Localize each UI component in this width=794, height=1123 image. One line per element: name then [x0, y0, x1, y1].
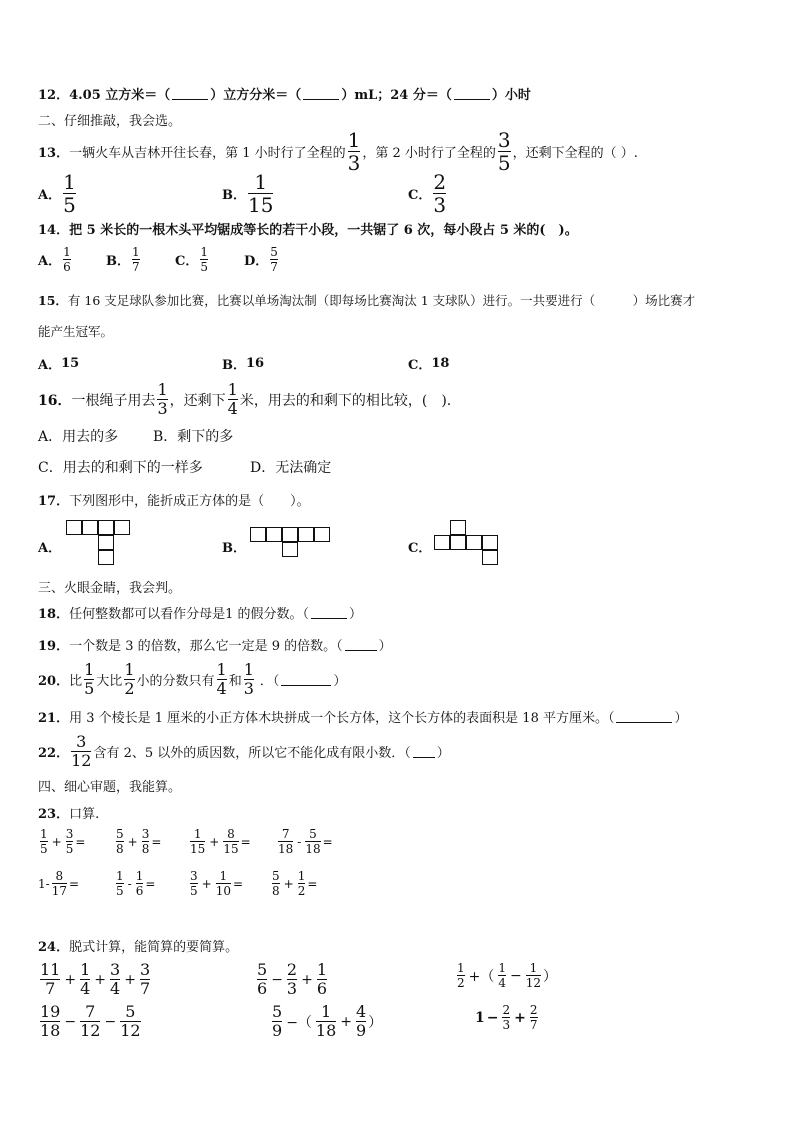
option-c[interactable]: C． 1 5: [175, 245, 208, 274]
option-a[interactable]: A． 1 5: [38, 170, 76, 217]
answer-blank[interactable]: [281, 673, 331, 686]
fraction: 1 3: [243, 660, 254, 698]
option-a[interactable]: A．用去的多: [38, 429, 119, 445]
calc-expression: 1 − 2 3 + 2 7: [475, 1003, 538, 1032]
question-16: 16． 一根绳子用去 1 3 ，还剩下 1 4 米，用去的和剩下的相比较，( ).: [38, 380, 452, 418]
fraction: 1 5: [84, 660, 95, 698]
answer-blank[interactable]: [172, 87, 208, 100]
option-b[interactable]: B．剩下的多: [153, 429, 234, 445]
fraction: 1 4: [227, 380, 238, 418]
option-c[interactable]: C．: [408, 541, 432, 556]
option-a[interactable]: A．: [38, 541, 62, 556]
answer-blank[interactable]: [616, 710, 672, 723]
answer-blank[interactable]: [413, 745, 435, 758]
oral-calc-item: 1 5 - 1 6 =: [116, 869, 156, 898]
fraction: 3 12: [71, 732, 92, 770]
answer-blank[interactable]: [345, 638, 377, 651]
answer-blank[interactable]: [311, 606, 347, 619]
section-4-heading: 四、细心审题，我能算。: [38, 780, 182, 795]
answer-blank[interactable]: [303, 87, 339, 100]
oral-calc-item: 1 15 + 8 15 =: [190, 827, 251, 856]
section-3-heading: 三、火眼金睛，我会判。: [38, 581, 182, 596]
question-13: 13． 一辆火车从吉林开往长春，第 1 小时行了全程的 1 3 ，第 2 小时行了全程的 3 5 ，还剩下全程的（ ）.: [38, 128, 638, 175]
oral-calc-item: 5 8 + 1 2 =: [272, 869, 318, 898]
fraction: 1 2: [124, 660, 135, 698]
calc-expression: 1 2 +（ 1 4 − 1 12 ）: [457, 961, 558, 990]
question-23: 23． 口算.: [38, 807, 100, 822]
fraction: 1 3: [347, 128, 361, 175]
question-20: 20． 比 1 5 大比 1 2 小的分数只有 1 4 和 1 3 ．（ ）: [38, 660, 347, 698]
section-2-heading: 二、仔细推敲，我会选。: [38, 114, 182, 129]
question-18: 18． 任何整数都可以看作分母是1 的假分数。（ ）: [38, 607, 363, 622]
question-22: 22． 3 12 含有 2、5 以外的质因数，所以它不能化成有限小数．（ ）: [38, 732, 450, 770]
fraction: 1 4: [216, 660, 227, 698]
calc-expression: 11 7 + 1 4 + 3 4 + 3 7: [40, 960, 151, 998]
fraction: 1 3: [157, 380, 168, 418]
option-c[interactable]: C．用去的和剩下的一样多: [38, 460, 203, 476]
question-15: 15． 有 16 支足球队参加比赛，比赛以单场淘汰制（即每场比赛淘汰 1 支球队）进行。一共要进行（ ）场比赛才: [38, 293, 696, 308]
oral-calc-item: 7 18 - 5 18 =: [278, 827, 333, 856]
option-b[interactable]: B． 1 15: [222, 170, 274, 217]
option-a[interactable]: A． 1 6: [38, 245, 71, 274]
oral-calc-item: 3 5 + 1 10 =: [190, 869, 244, 898]
fraction: 3 5: [497, 128, 511, 175]
question-15-cont: 能产生冠军。: [38, 324, 114, 339]
question-24: 24． 脱式计算，能简算的要简算。: [38, 940, 239, 955]
oral-calc-item: 1- 8 17 =: [38, 869, 80, 898]
option-d[interactable]: D． 5 7: [244, 245, 278, 274]
question-17: 17． 下列图形中，能折成正方体的是（ ）。: [38, 494, 310, 509]
option-a[interactable]: A． 15: [38, 356, 80, 373]
option-b[interactable]: B． 1 7: [106, 245, 140, 274]
calc-expression: 19 18 − 7 12 − 5 12: [40, 1002, 141, 1040]
option-d[interactable]: D．无法确定: [250, 460, 332, 476]
oral-calc-item: 1 5 + 3 5 =: [40, 827, 86, 856]
option-b[interactable]: B． 16: [222, 356, 265, 373]
option-c[interactable]: C． 2 3: [408, 170, 447, 217]
option-b[interactable]: B．: [222, 541, 246, 556]
question-19: 19． 一个数是 3 的倍数，那么它一定是 9 的倍数。（ ）: [38, 639, 392, 654]
calc-expression: 5 6 − 2 3 + 1 6: [257, 960, 328, 998]
answer-blank[interactable]: [454, 87, 490, 100]
calc-expression: 5 9 −（ 1 18 + 4 9 ）: [272, 1002, 383, 1040]
question-14: 14． 把 5 米长的一根木头平均锯成等长的若干小段，一共锯了 6 次，每小段占 5 米的( )。: [38, 223, 578, 238]
option-c[interactable]: C． 18: [408, 356, 450, 373]
oral-calc-item: 5 8 + 3 8 =: [116, 827, 162, 856]
question-12: 12． 4.05 立方米＝（ ）立方分米＝（ ）mL；24 分＝（ ）小时: [38, 88, 531, 103]
question-21: 21． 用 3 个棱长是 1 厘米的小正方体木块拼成一个长方体，这个长方体的表面积是 18 平方厘米。（ ）: [38, 711, 688, 726]
